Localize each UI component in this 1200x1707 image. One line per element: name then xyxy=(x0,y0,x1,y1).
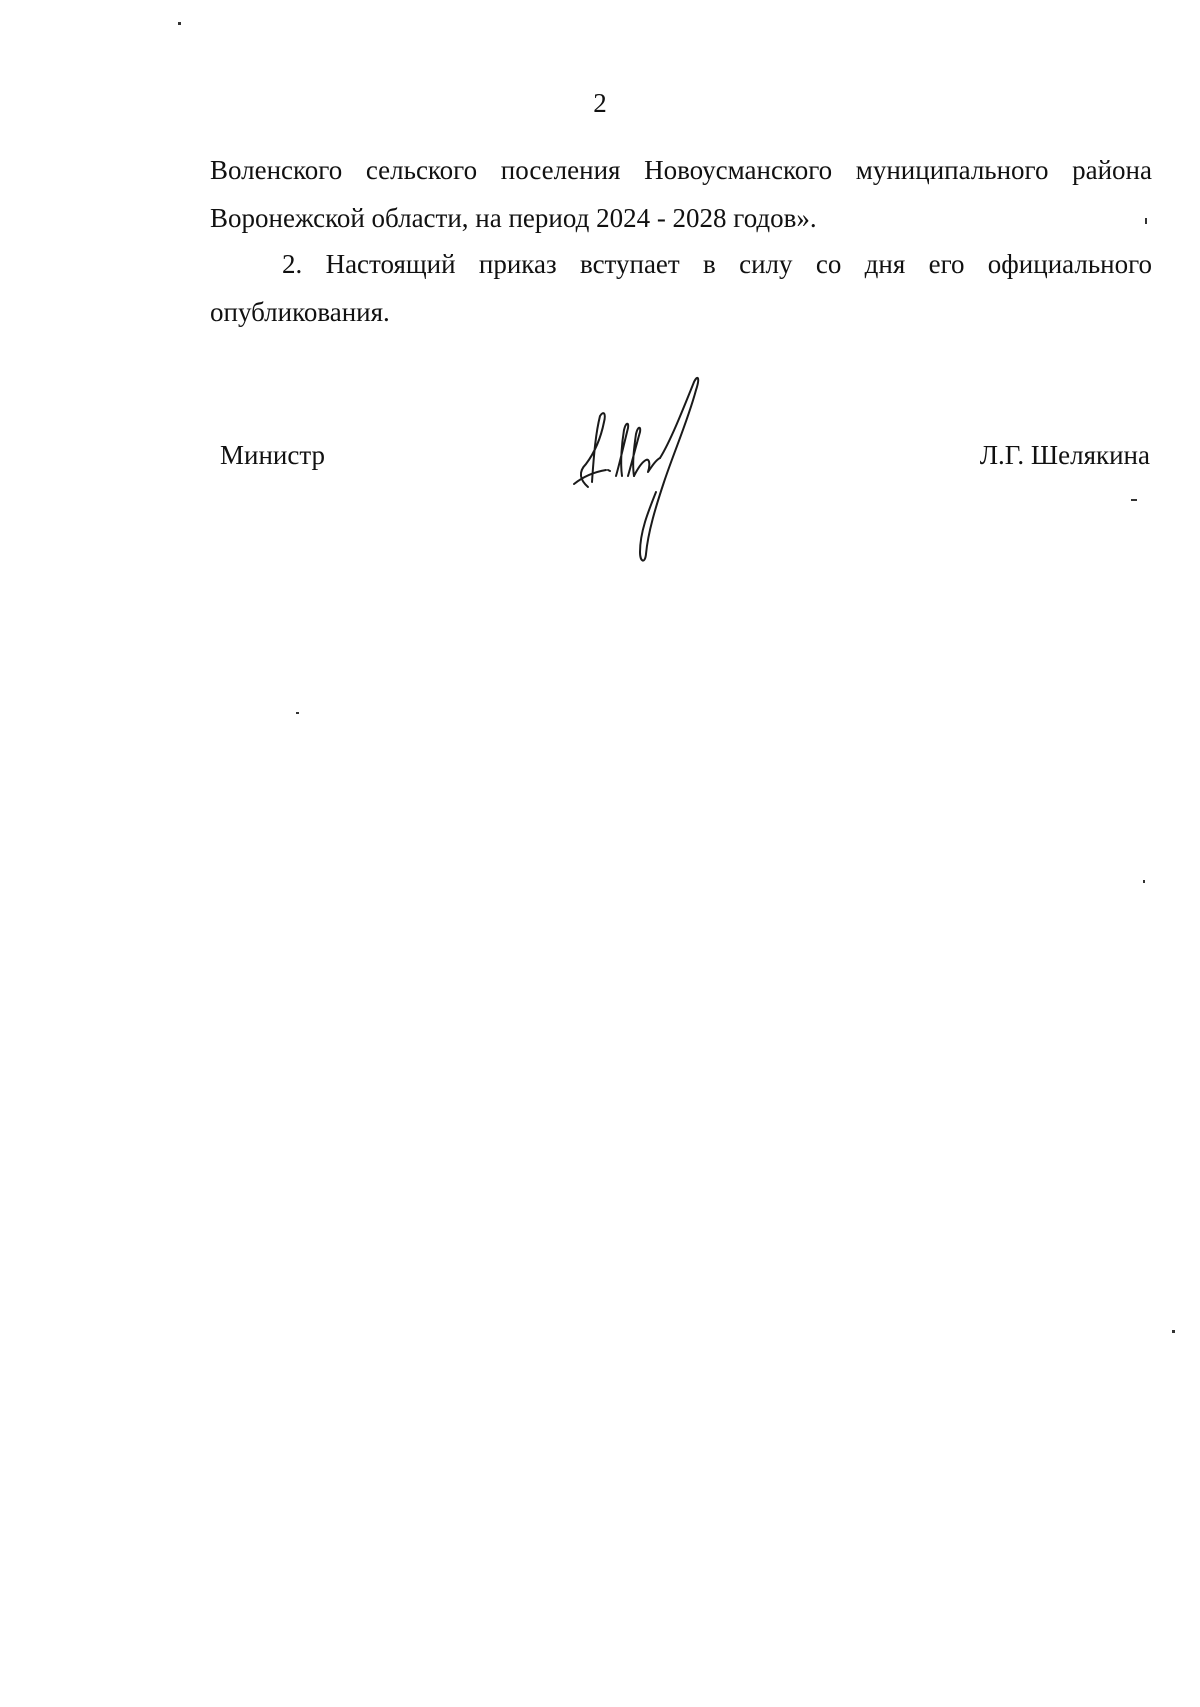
paragraph-1-line-2: Воронежской области, на период 2024 - 2028 годов». xyxy=(210,203,817,233)
paragraph-2 xyxy=(210,240,1152,336)
scan-speck xyxy=(296,712,299,714)
page-number: 2 xyxy=(593,88,607,118)
scan-speck xyxy=(1131,499,1137,501)
scan-speck xyxy=(1143,880,1145,883)
handwritten-signature xyxy=(570,372,720,572)
paragraph-2-line-1: 2. Настоящий приказ вступает в силу со дня его официального xyxy=(282,249,1152,279)
scan-speck xyxy=(1172,1330,1175,1333)
scan-speck xyxy=(178,22,181,25)
signatory-title: Министр xyxy=(220,440,325,470)
paragraph-2-line-2: опубликования. xyxy=(210,297,390,327)
scan-speck xyxy=(1145,218,1147,224)
signatory-name: Л.Г. Шелякина xyxy=(979,440,1150,470)
paragraph-1-line-1: Воленского сельского поселения Новоусманского муниципального района xyxy=(210,155,1152,185)
paragraph-1 xyxy=(210,146,1152,242)
